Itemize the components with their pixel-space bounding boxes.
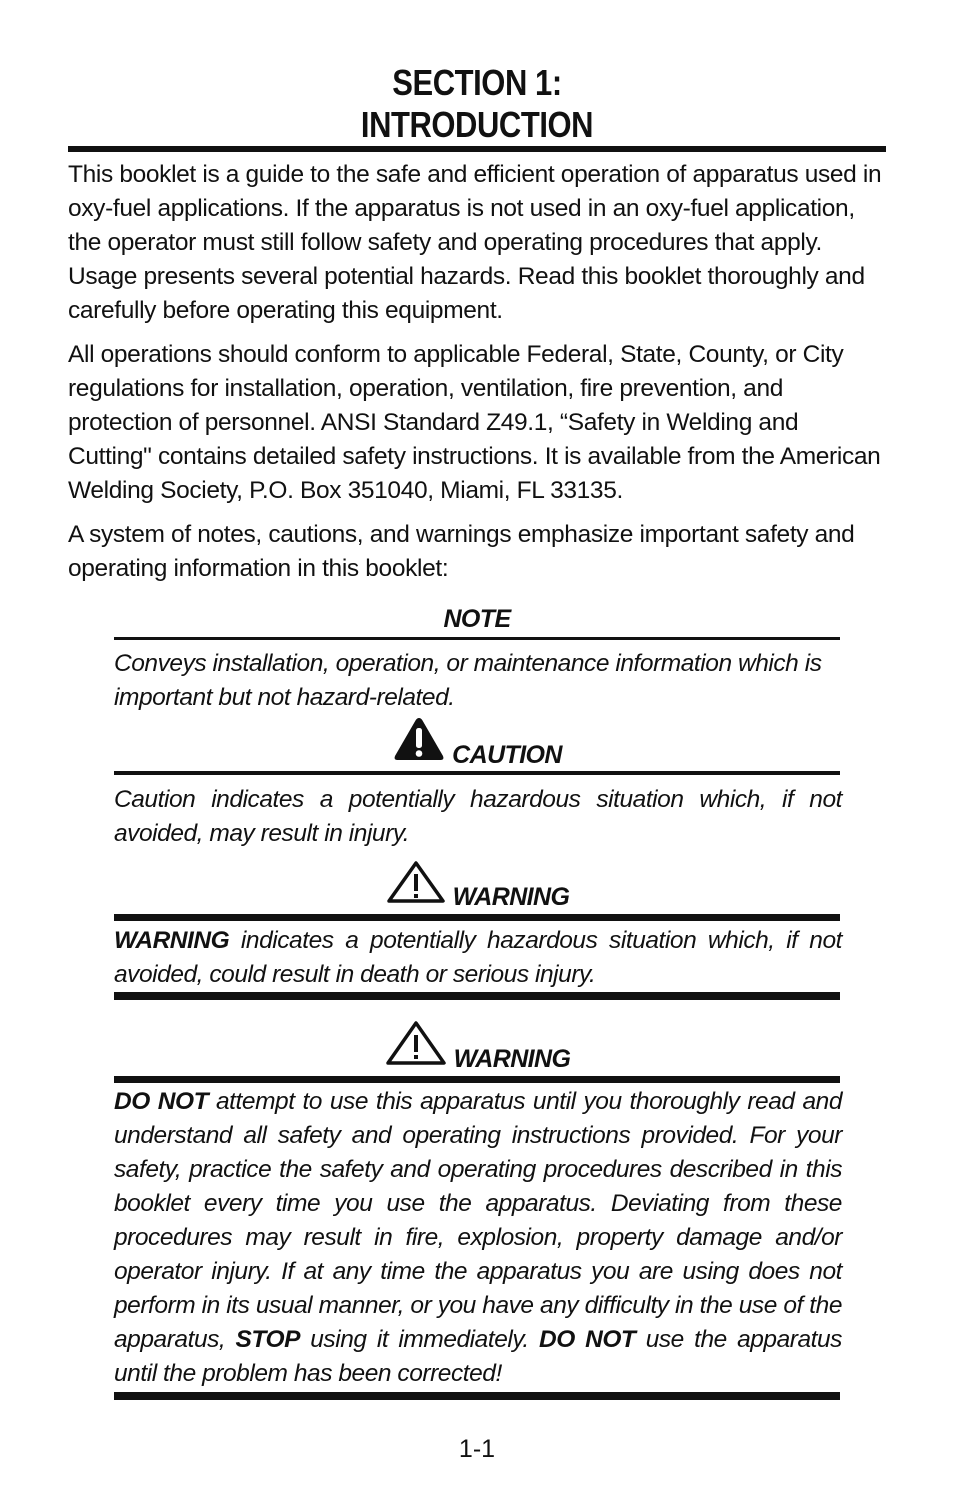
caution-text: Caution indicates a potentially hazardous situation which, if not avoided, may result in injury. [114,786,842,847]
warning2-do-not-2: DO NOT [538,1326,636,1353]
intro-paragraph: This booklet is a guide to the safe and efficient operation of apparatus used in oxy-fuel applications. If the apparatus is not used in an oxy-fuel application, the operator must still follow safety and operating procedures that apply. Usage presents several potential hazards. Read this booklet thoroughly and carefully before operating this equipment. [68,161,882,324]
warning-triangle-outline-icon [384,1019,448,1074]
warning-triangle-outline-icon [385,859,447,912]
caution-title: CAUTION [452,741,562,769]
warning2-top-rule [114,1076,840,1083]
warning1-top-rule [114,914,840,921]
warning1-title-row [114,862,840,912]
warning2-title-row [114,1022,840,1074]
warning2-body-3: use the apparatus until the problem has been corrected! [114,1326,842,1387]
heading-rule [68,146,886,152]
section-title: INTRODUCTION [360,104,594,145]
note-text: Conveys installation, operation, or maintenance information which is important but not hazard-related. [114,650,822,711]
section-heading [125,62,828,146]
warning2-body-2: using it immediately. [300,1326,539,1353]
warning2-do-not-1: DO NOT [114,1088,209,1115]
note-top-rule [114,637,840,640]
warning1-bold-lead: WARNING [114,927,230,954]
warning2-title: WARNING [453,1045,571,1073]
warning1-body: indicates a potentially hazardous situation which, if not avoided, could result in death or serious injury. [114,927,842,988]
notice-system-paragraph: A system of notes, cautions, and warnings emphasize important safety and operating information in this booklet: [68,521,855,582]
warning1-title: WARNING [452,883,570,911]
warning2-bottom-rule [114,1392,840,1400]
warning2-stop: STOP [235,1326,300,1353]
warning1-text [114,924,842,992]
warning1-bottom-rule [114,992,840,1000]
page-number: 1-1 [458,1435,496,1463]
caution-triangle-filled-icon [392,715,446,770]
caution-top-rule [114,771,840,775]
warning2-text [114,1085,842,1391]
note-title-row [114,604,840,634]
section-number: SECTION 1: [392,62,562,103]
caution-title-row [114,720,840,770]
regulations-paragraph: All operations should conform to applicable Federal, State, County, or City regulations for installation, operation, ventilation, fire prevention, and protection of personnel. ANSI Standard Z49.1, “Safety in Welding and Cutting" contains detailed safety instructions. It is available from the American Welding Society, P.O. Box 351040, Miami, FL 33135. [68,341,881,504]
note-title: NOTE [443,605,511,633]
warning2-body-1: attempt to use this apparatus until you thoroughly read and understand all safety and operating instructions provided. For your safety, practice the safety and operating procedures described in this booklet every time you use the apparatus. Deviating from these procedures may result in fire, explosion, property damage and/or operator injury. If at any time the apparatus you are using does not perform in its usual manner, or you have any difficulty in the use of the apparatus, [114,1088,842,1353]
